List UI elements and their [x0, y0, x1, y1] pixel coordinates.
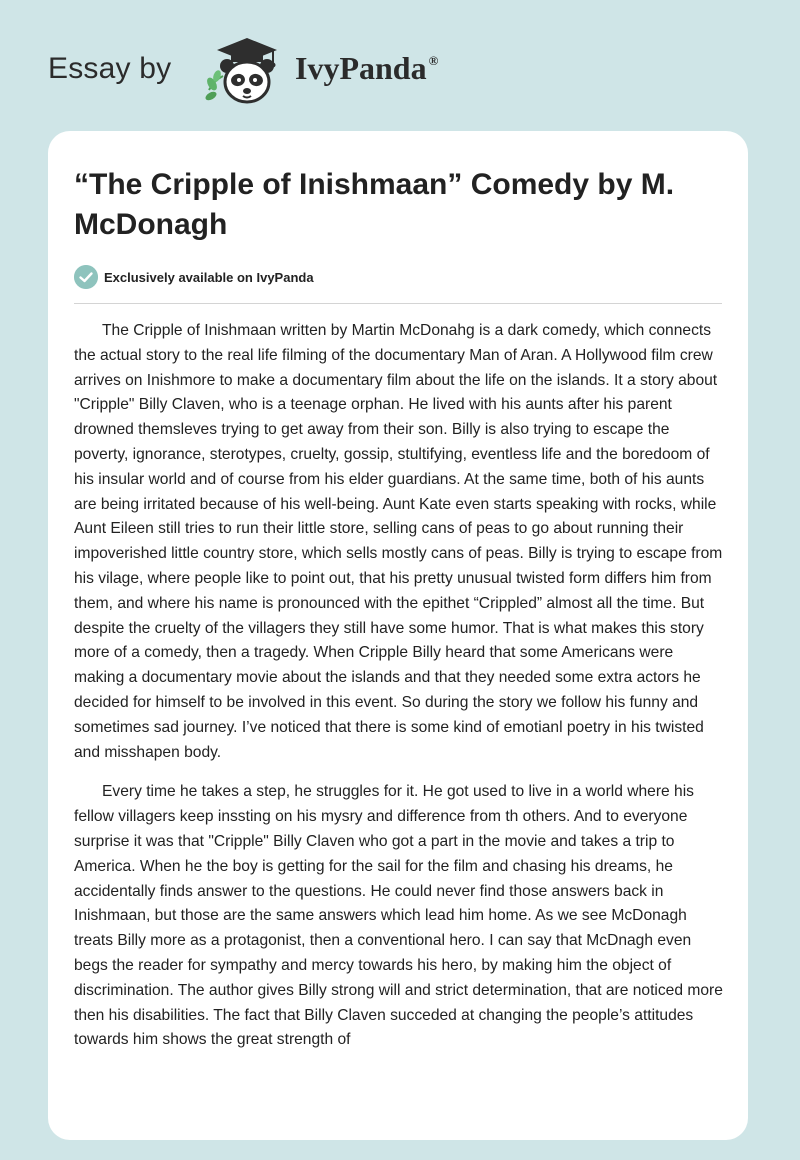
trademark-symbol: ® [428, 53, 439, 68]
site-header [48, 28, 748, 118]
panda-graduate-logo-icon[interactable] [203, 30, 283, 110]
divider [74, 303, 722, 304]
essay-title: “The Cripple of Inishmaan” Comedy by M. McDonagh [74, 168, 675, 241]
essay-card [48, 131, 748, 1140]
brand-name[interactable]: IvyPanda ® [295, 50, 439, 86]
exclusive-notice [74, 264, 314, 290]
paragraph: The Cripple of Inishmaan written by Martin McDonahg is a dark comedy, which connects the actual story to the real life filming of the documentary Man of Aran. A Hollywood film crew arrives on Inishmore to make a documentary film about the life on the islands. It a story about "Cripple" Billy Claven, who is a teenage orphan. He lived with his aunts after his parent drowned themsleves trying to get away from their son. Billy is also trying to escape the poverty, ignorance, sterotypes, cruelty, gossip, stultifying, eventless life and the boredoom of his insular world and of course from his elder guardians. At the same time, both of his aunts are being irritated because of his well-being. Aunt Kate even starts speaking with rocks, while Aunt Eileen still tries to run their little store, selling cans of peas to go about running their impoverished little country store, which sells mostly cans of peas. Billy is trying to escape from his vilage, where people like to point out, that his pretty unusual twisted form differs him from them, and where his name is pronounced with the epithet “Crippled” almost all the time. But despite the cruelty of the villagers they still have some humor. That is what makes this story more of a comedy, then a tragedy. When Cripple Billy heard that some Americans were making a documentary movie about the islands and that they needed some extra actors he decided for himself to be involved in this event. So during the story we follow his funny and sometimes sad journey. I’ve noticed that there is some kind of emotianl poetry in his twisted and misshapen body. [74, 322, 723, 761]
essay-body [74, 319, 724, 1068]
paragraph: Every time he takes a step, he struggles for it. He got used to live in a world where his fellow villagers keep inssting on his mysry and difference from th others. And to everyone surprise it was that "Cripple" Billy Claven who got a part in the movie and takes a trip to America. When he the boy is getting for the sail for the film and chasing his dreams, he accidentally finds answer to the questions. He could never find those answers back in Inishmaan, but those are the same answers which lead him home. As we see McDonagh treats Billy more as a protagonist, then a conventional hero. I can say that McDnagh even begs the reader for sympathy and mercy towards his hero, by making him the object of discrimination. The author gives Billy strong will and strict determination, that are noticed more then his disabilities. The fact that Billy Claven succeded at changing the people’s attitudes towards him shows the great strength of [74, 783, 723, 1049]
check-circle-icon [74, 265, 98, 289]
essay-by-label: Essay by [48, 52, 172, 85]
exclusive-label: Exclusively available on IvyPanda [104, 269, 314, 285]
